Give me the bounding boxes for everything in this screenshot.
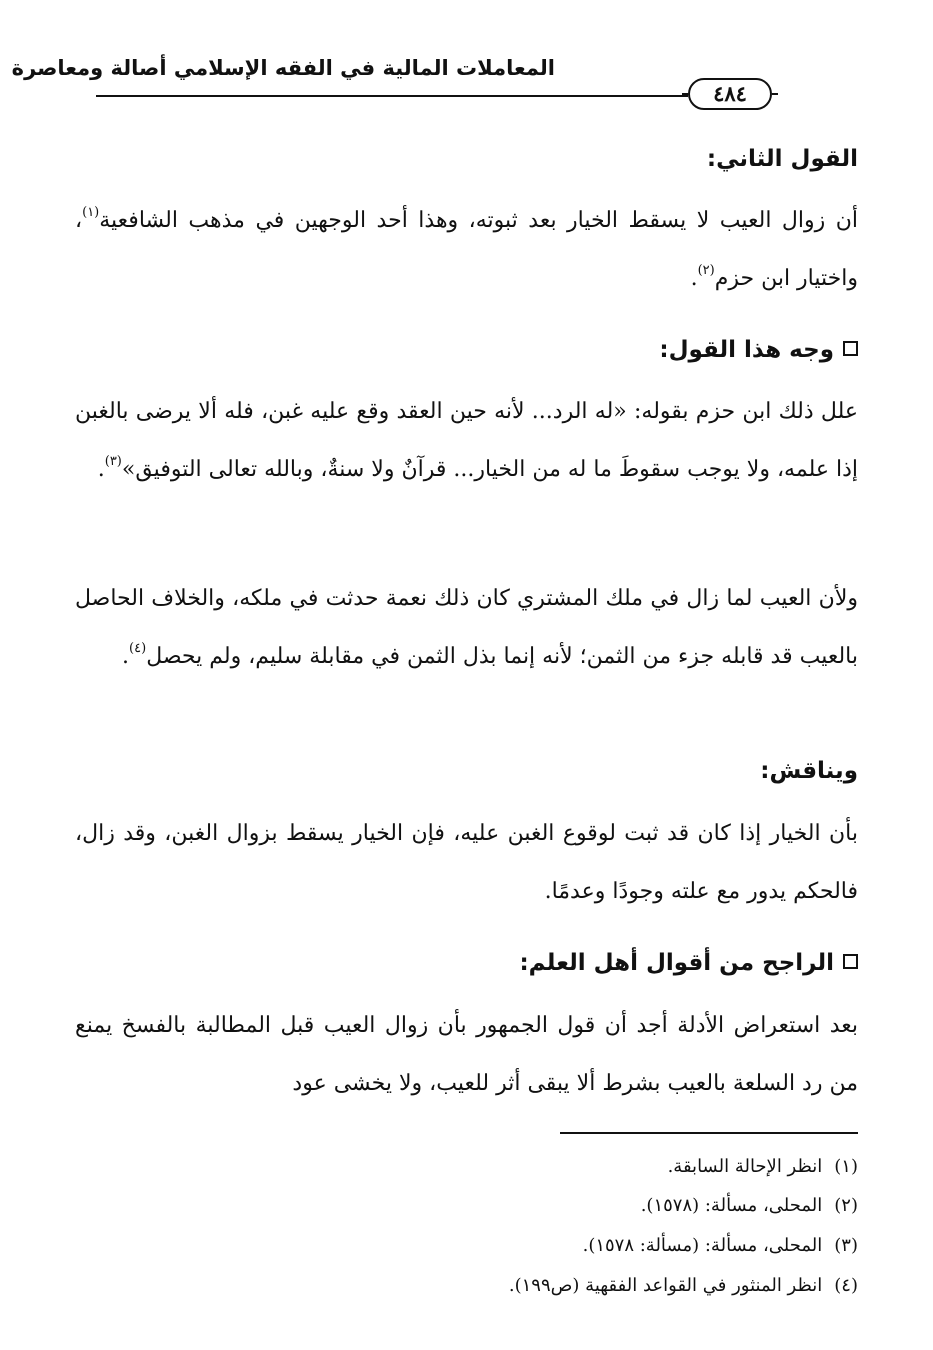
square-bullet-icon (843, 954, 858, 969)
footnote-number: (٢) (834, 1195, 858, 1216)
footnote-item (668, 1155, 858, 1179)
reasoning-heading (659, 337, 858, 363)
footnote-mark-3: (٣) (104, 454, 122, 469)
preferred-heading (519, 950, 858, 976)
second-opinion-label: القول الثاني: (706, 146, 858, 172)
footnote-mark-1: (١) (82, 205, 100, 220)
page-number: ٤٨٤ (713, 81, 747, 106)
reasoning-text2-b: . (122, 644, 130, 669)
second-opinion-text-a: أن زوال العيب لا يسقط الخيار بعد ثبوته، وهذا أحد الوجهين في مذهب الشافعية (99, 208, 858, 233)
footnote-mark-4: (٤) (129, 641, 147, 656)
footnote-text: انظر الإحالة السابقة. (667, 1156, 823, 1177)
footnote-text: انظر المنثور في القواعد الفقهية (ص١٩٩). (508, 1275, 823, 1296)
reasoning-text2-a: ولأن العيب لما زال في ملك المشتري كان ذلك نعمة حدثت في ملكه، والخلاف الحاصل بالعيب قد قابله جزء من الثمن؛ لأنه إنما بذل الثمن في مقابلة سليم، ولم يحصل (75, 586, 858, 669)
objection-paragraph: بأن الخيار إذا كان قد ثبت لوقوع الغبن عليه، فإن الخيار يسقط بزوال الغبن، وقد زال، فالحكم يدور مع علته وجودًا وعدمًا. (75, 821, 858, 904)
footnote-number: (١) (834, 1156, 858, 1177)
second-opinion-paragraph (75, 192, 858, 308)
footnote-item (509, 1274, 858, 1298)
badge-tip-left (682, 93, 688, 95)
square-bullet-icon (843, 341, 858, 356)
footnote-text: المحلى، مسألة: (مسألة: ١٥٧٨). (582, 1235, 823, 1256)
reasoning-heading-text: وجه هذا القول: (659, 337, 834, 363)
preferred-heading-text: الراجح من أقوال أهل العلم: (519, 950, 834, 976)
footnote-rule (560, 1132, 858, 1134)
reasoning-text-a: علل ذلك ابن حزم بقوله: «له الرد... لأنه حين العقد وقع عليه غبن، فله ألا يرضى بالغبن إذا علمه، ولا يوجب سقوطَ ما له من الخيار... قرآنٌ ولا سنةٌ، وبالله تعالى التوفيق» (75, 399, 858, 482)
second-opinion-text-b: ، واختيار ابن حزم (75, 208, 858, 291)
footnote-item (641, 1194, 858, 1218)
footnote-number: (٤) (834, 1275, 858, 1296)
footnote-text: المحلى، مسألة: (١٥٧٨). (640, 1195, 823, 1216)
objection-label: ويناقش: (760, 758, 858, 784)
header-rule (96, 95, 688, 97)
badge-tip-right (772, 93, 778, 95)
second-opinion-text-c: . (690, 266, 698, 291)
reasoning-paragraph (75, 383, 858, 499)
preferred-paragraph: بعد استعراض الأدلة أجد أن قول الجمهور بأن زوال العيب قبل المطالبة بالفسخ يمنع من رد السلعة بالعيب بشرط ألا يبقى أثر للعيب، ولا يخشى عود (75, 1013, 858, 1096)
page-number-badge (688, 78, 772, 110)
footnote-item (583, 1234, 858, 1258)
running-title: المعاملات المالية في الفقه الإسلامي أصالة ومعاصرة (11, 56, 555, 80)
reasoning-text-b: . (97, 457, 105, 482)
reasoning-paragraph-2 (75, 570, 858, 686)
footnote-mark-2: (٢) (697, 263, 715, 278)
footnote-number: (٣) (834, 1235, 858, 1256)
